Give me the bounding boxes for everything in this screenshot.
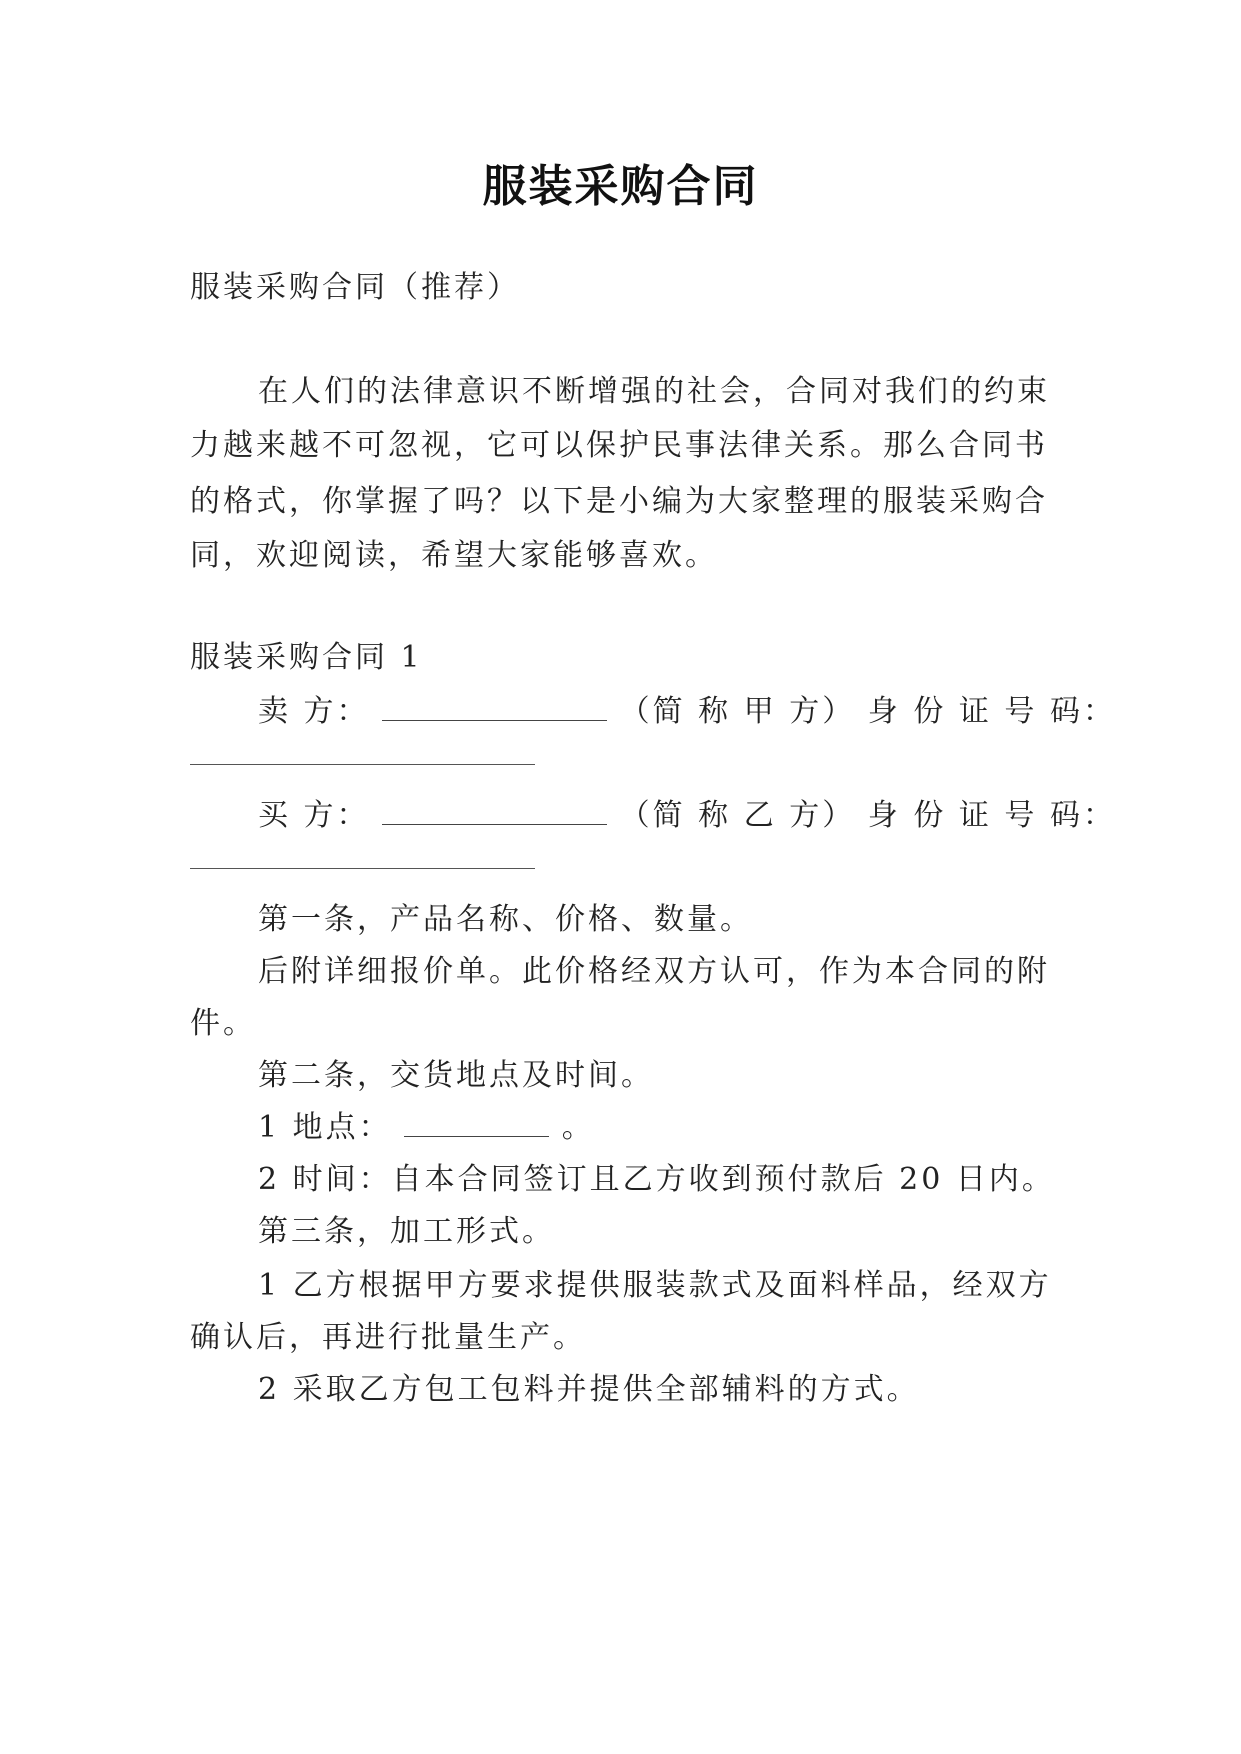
section-heading: 服装采购合同 1 [190,640,423,675]
article2-place-row [258,1102,1068,1146]
buyer-short-name: （简 称 乙 方） [619,798,856,833]
seller-name-blank [382,696,607,721]
article3-heading: 第三条，加工形式。 [258,1214,555,1249]
article2-heading: 第二条，交货地点及时间。 [258,1058,654,1093]
seller-label: 卖 方： [258,694,370,729]
buyer-name-blank [382,800,607,825]
article3-item1-line2: 确认后，再进行批量生产。 [190,1320,586,1355]
intro-line-1: 在人们的法律意识不断增强的社会，合同对我们的约束 [258,374,1050,409]
intro-line-4: 同，欢迎阅读，希望大家能够喜欢。 [190,538,718,573]
buyer-label: 买 方： [258,798,370,833]
intro-line-2: 力越来越不可忽视，它可以保护民事法律关系。那么合同书 [190,428,1048,463]
document-title: 服装采购合同 [482,161,759,212]
buyer-row [258,790,1116,834]
seller-id-label: 身 份 证 号 码： [867,694,1116,729]
seller-short-name: （简 称 甲 方） [619,694,856,729]
intro-line-3: 的格式，你掌握了吗？以下是小编为大家整理的服装采购合 [190,484,1048,519]
place-label: 1 地点： [258,1110,392,1145]
seller-id-blank [190,764,535,765]
article3-item1-line1: 1 乙方根据甲方要求提供服装款式及面料样品，经双方 [258,1268,1052,1303]
article1-heading: 第一条，产品名称、价格、数量。 [258,902,753,937]
article2-time: 2 时间：自本合同签订且乙方收到预付款后 20 日内。 [258,1162,1055,1197]
article1-body-line1: 后附详细报价单。此价格经双方认可，作为本合同的附 [258,954,1050,989]
buyer-id-blank [190,868,535,869]
seller-row [258,686,1116,730]
buyer-id-label: 身 份 证 号 码： [867,798,1116,833]
article3-item2: 2 采取乙方包工包料并提供全部辅料的方式。 [258,1372,920,1407]
document-subtitle: 服装采购合同（推荐） [190,270,520,305]
place-end: 。 [561,1110,595,1145]
article1-body-line2: 件。 [190,1006,256,1041]
place-blank [404,1112,549,1137]
